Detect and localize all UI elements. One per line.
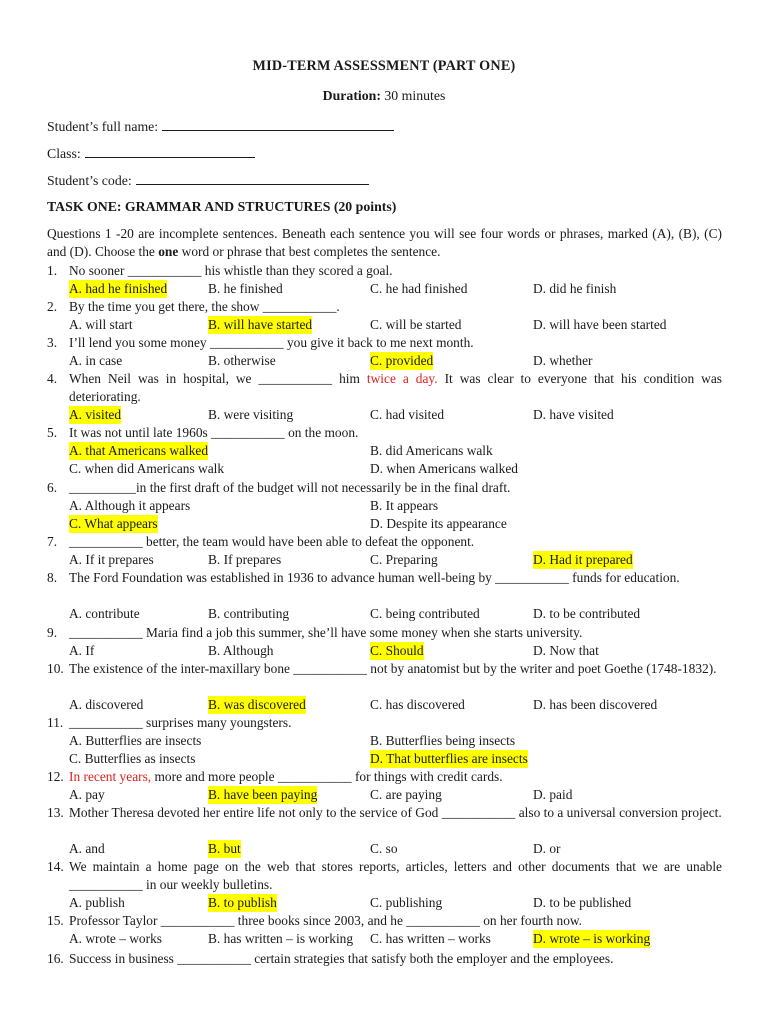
question-text: When Neil was in hospital, we ___________ him	[69, 371, 367, 386]
options-row	[69, 352, 729, 370]
answer-option[interactable]: C. when did Americans walk	[69, 461, 225, 476]
answer-option-selected[interactable]: B. to publish	[208, 895, 277, 910]
answer-option-selected[interactable]: A. had he finished	[69, 281, 168, 296]
answer-option[interactable]: D. or	[533, 841, 561, 856]
answer-option[interactable]: C. has discovered	[370, 697, 465, 712]
task-heading: TASK ONE: GRAMMAR AND STRUCTURES (20 points)	[47, 199, 397, 214]
question	[47, 624, 722, 642]
answer-option-selected[interactable]: C. provided	[370, 353, 434, 368]
duration-value: 30 minutes	[384, 88, 446, 103]
answer-option-selected[interactable]: A. that Americans walked	[69, 443, 209, 458]
question-number: 10.	[47, 661, 64, 676]
options-row	[69, 696, 729, 714]
answer-option-selected[interactable]: D. Had it prepared	[533, 552, 633, 567]
options-row	[69, 460, 729, 478]
question	[47, 370, 722, 406]
question-number: 14.	[47, 859, 64, 874]
question-stem	[69, 262, 722, 280]
answer-option[interactable]: A. and	[69, 841, 105, 856]
question-text: ___________ surprises many youngsters.	[69, 715, 292, 730]
question	[47, 804, 722, 822]
answer-option[interactable]: B. It appears	[370, 498, 439, 513]
page-title: MID-TERM ASSESSMENT (PART ONE)	[252, 58, 516, 74]
options-row	[69, 497, 729, 515]
options-row	[69, 442, 729, 460]
question-text: ___________ Maria find a job this summer, she’ll have some money when she starts university.	[69, 625, 583, 640]
options-row	[69, 750, 729, 768]
answer-option[interactable]: A. pay	[69, 787, 105, 802]
duration-line	[0, 88, 768, 104]
answer-option[interactable]: C. publishing	[370, 895, 443, 910]
answer-option[interactable]: B. otherwise	[208, 353, 276, 368]
answer-option[interactable]: D. Now that	[533, 643, 599, 658]
intro-text-a: Questions 1 -20 are incomplete sentences. Beneath each sentence you will see four words or phrases, marked (A), (B), (C) and (D). Choose the	[47, 226, 722, 259]
question-stem	[69, 533, 722, 551]
answer-option[interactable]: A. discovered	[69, 697, 144, 712]
question-number: 9.	[47, 625, 58, 640]
question-stem	[69, 950, 722, 968]
task-instructions	[47, 225, 722, 261]
answer-option-selected[interactable]: C. What appears	[69, 516, 158, 531]
answer-option-selected[interactable]: B. was discovered	[208, 697, 306, 712]
question-stem	[69, 479, 722, 497]
question-number: 13.	[47, 805, 64, 820]
question	[47, 334, 722, 352]
question-text: __________in the first draft of the budget will not necessarily be in the final draft.	[69, 480, 511, 495]
answer-option[interactable]: D. has been discovered	[533, 697, 658, 712]
question-stem	[69, 624, 722, 642]
answer-option[interactable]: A. wrote – works	[69, 931, 162, 946]
question-highlight-text: twice a day.	[366, 371, 438, 386]
question-number: 15.	[47, 913, 64, 928]
answer-option[interactable]: D. Despite its appearance	[370, 516, 507, 531]
question-text: Success in business ___________ certain strategies that satisfy both the employer and the employees.	[69, 951, 614, 966]
student-code-field	[47, 171, 369, 189]
question-stem	[69, 912, 722, 930]
full-name-blank[interactable]	[162, 117, 394, 131]
question-text: more and more people ___________ for things with credit cards.	[151, 769, 503, 784]
answer-option[interactable]: A. in case	[69, 353, 123, 368]
question-stem	[69, 298, 722, 316]
question	[47, 569, 722, 587]
answer-option[interactable]: B. were visiting	[208, 407, 294, 422]
answer-option[interactable]: C. so	[370, 841, 398, 856]
answer-option[interactable]: C. had visited	[370, 407, 445, 422]
answer-option[interactable]: B. contributing	[208, 606, 290, 621]
intro-text-c: word or phrase that best completes the sentence.	[178, 244, 441, 259]
question-number: 11.	[47, 715, 64, 730]
answer-option[interactable]: A. publish	[69, 895, 125, 910]
question-number: 8.	[47, 570, 58, 585]
question-number: 2.	[47, 299, 58, 314]
question-stem	[69, 334, 722, 352]
question-text: It was clear to everyone that his condition was deteriorating.	[69, 371, 722, 404]
question-stem	[69, 660, 722, 678]
question-text: It was not until late 1960s ___________ on the moon.	[69, 425, 359, 440]
answer-option[interactable]: D. to be contributed	[533, 606, 641, 621]
answer-option[interactable]: C. are paying	[370, 787, 442, 802]
answer-option[interactable]: C. he had finished	[370, 281, 468, 296]
answer-option[interactable]: C. will be started	[370, 317, 462, 332]
options-row	[69, 894, 729, 912]
class-label: Class:	[47, 146, 81, 161]
question-text: The existence of the inter-maxillary bone ___________ not by anatomist but by the writer and poet Goethe (1748-1832).	[69, 661, 717, 676]
question-text: We maintain a home page on the web that stores reports, articles, letters and other documents that we are unable ___________ in our weekly bulletins.	[69, 859, 722, 892]
options-row	[69, 930, 729, 948]
answer-option[interactable]: A. Butterflies are insects	[69, 733, 202, 748]
full-name-field	[47, 117, 394, 135]
answer-option[interactable]: D. did he finish	[533, 281, 617, 296]
intro-emphasis: one	[158, 244, 179, 259]
options-row	[69, 605, 729, 623]
question-stem	[69, 714, 722, 732]
question-highlight-text: In recent years,	[69, 769, 152, 784]
question-number: 4.	[47, 371, 58, 386]
question	[47, 660, 722, 678]
question	[47, 533, 722, 551]
answer-option[interactable]: B. he finished	[208, 281, 283, 296]
question-text: No sooner ___________ his whistle than they scored a goal.	[69, 263, 393, 278]
options-row	[69, 786, 729, 804]
answer-option-selected[interactable]: A. visited	[69, 407, 122, 422]
options-row	[69, 732, 729, 750]
options-row	[69, 840, 729, 858]
question-text: The Ford Foundation was established in 1936 to advance human well-being by ___________ funds for education.	[69, 570, 680, 585]
question-text: Mother Theresa devoted her entire life not only to the service of God ___________ also to a universal conversion project.	[69, 805, 722, 820]
question-stem	[69, 768, 722, 786]
answer-option[interactable]: B. has written – is working	[208, 931, 354, 946]
question	[47, 298, 722, 316]
answer-option[interactable]: D. have visited	[533, 407, 614, 422]
full-name-label: Student’s full name:	[47, 119, 159, 134]
question	[47, 912, 722, 930]
answer-option[interactable]: D. whether	[533, 353, 593, 368]
question-stem	[69, 804, 722, 822]
question-text: By the time you get there, the show ___________.	[69, 299, 340, 314]
question-stem	[69, 370, 722, 406]
options-row	[69, 280, 729, 298]
student-code-label: Student’s code:	[47, 173, 132, 188]
question-number: 6.	[47, 480, 58, 495]
answer-option[interactable]: D. paid	[533, 787, 573, 802]
options-row	[69, 642, 729, 660]
answer-option-selected[interactable]: B. but	[208, 841, 241, 856]
answer-option[interactable]: B. If prepares	[208, 552, 282, 567]
student-code-blank[interactable]	[136, 171, 369, 185]
question	[47, 424, 722, 442]
duration-label: Duration:	[322, 88, 381, 103]
answer-option[interactable]: B. Butterflies being insects	[370, 733, 516, 748]
answer-option-selected[interactable]: B. will have started	[208, 317, 313, 332]
question-number: 16.	[47, 951, 64, 966]
class-blank[interactable]	[85, 144, 255, 158]
question	[47, 858, 722, 894]
answer-option-selected[interactable]: C. Should	[370, 643, 424, 658]
options-row	[69, 316, 729, 334]
question-text: Professor Taylor ___________ three books since 2003, and he ___________ on her fourth now.	[69, 913, 583, 928]
answer-option[interactable]: D. to be published	[533, 895, 632, 910]
options-row	[69, 515, 729, 533]
answer-option[interactable]: D. will have been started	[533, 317, 667, 332]
question-text: ___________ better, the team would have been able to defeat the opponent.	[69, 534, 475, 549]
options-row	[69, 406, 729, 424]
question	[47, 714, 722, 732]
answer-option[interactable]: C. has written – works	[370, 931, 491, 946]
options-row	[69, 551, 729, 569]
answer-option[interactable]: B. did Americans walk	[370, 443, 493, 458]
question-stem	[69, 569, 722, 587]
question-number: 5.	[47, 425, 58, 440]
answer-option-selected[interactable]: B. have been paying	[208, 787, 318, 802]
question-stem	[69, 858, 722, 894]
answer-option[interactable]: D. when Americans walked	[370, 461, 518, 476]
question-stem	[69, 424, 722, 442]
answer-option-selected[interactable]: D. That butterflies are insects	[370, 751, 528, 766]
answer-option[interactable]: C. being contributed	[370, 606, 480, 621]
question-number: 3.	[47, 335, 58, 350]
question-number: 12.	[47, 769, 64, 784]
question	[47, 950, 722, 968]
question	[47, 262, 722, 280]
question-text: I’ll lend you some money ___________ you give it back to me next month.	[69, 335, 474, 350]
answer-option[interactable]: C. Butterflies as insects	[69, 751, 196, 766]
question-number: 1.	[47, 263, 58, 278]
answer-option[interactable]: A. If	[69, 643, 95, 658]
answer-option[interactable]: A. If it prepares	[69, 552, 154, 567]
answer-option[interactable]: B. Although	[208, 643, 274, 658]
answer-option-selected[interactable]: D. wrote – is working	[533, 931, 651, 946]
answer-option[interactable]: A. contribute	[69, 606, 140, 621]
answer-option[interactable]: C. Preparing	[370, 552, 438, 567]
question	[47, 768, 722, 786]
answer-option[interactable]: A. Although it appears	[69, 498, 191, 513]
question-number: 7.	[47, 534, 58, 549]
class-field	[47, 144, 255, 162]
answer-option[interactable]: A. will start	[69, 317, 133, 332]
question	[47, 479, 722, 497]
